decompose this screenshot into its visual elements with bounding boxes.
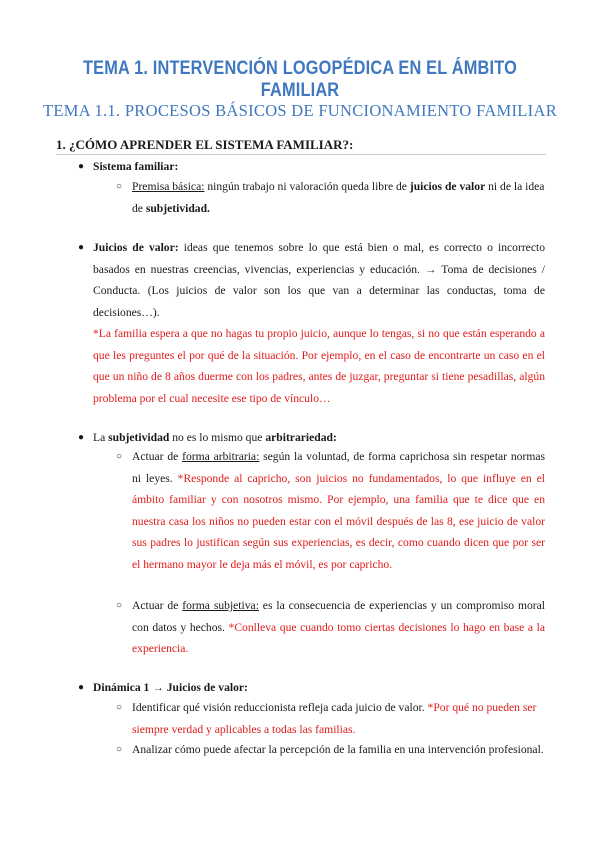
underlined-term: Premisa básica: bbox=[132, 180, 205, 193]
text-run: Actuar de bbox=[132, 599, 183, 612]
bullet-heading: Sistema familiar: bbox=[93, 160, 179, 173]
bold-term: juicios de valor bbox=[409, 180, 486, 193]
bold-term: subjetividad. bbox=[145, 201, 210, 215]
sub-bullet-forma-arbitraria bbox=[116, 446, 545, 575]
bullet-sistema-familiar bbox=[78, 156, 545, 178]
bold-term: subjetividad bbox=[108, 431, 170, 444]
sub-bullet-icon: ○ bbox=[116, 451, 123, 462]
sub-bullet-icon: ○ bbox=[116, 702, 123, 713]
underlined-term: forma subjetiva: bbox=[182, 599, 259, 612]
red-note: *Responde al capricho, son juicios no fundamentados, lo que influye en el ámbito familiar y con nosotros mismo. Por ejemplo, una familia que te dice que en nuestra casa los niños no pueden estar con el móvil después de las 8, ese juicio de valor sus padres lo justifican según sus experiencias, es decir, como cuando dicen que por ser el hermano mayor le deja más el móvil, es por capricho. bbox=[132, 471, 545, 571]
bullet-juicios-de-valor bbox=[78, 237, 545, 409]
sub-bullet-forma-subjetiva bbox=[116, 595, 545, 660]
bullet-icon: ● bbox=[78, 242, 85, 253]
section-heading: 1. ¿CÓMO APRENDER EL SISTEMA FAMILIAR?: bbox=[56, 137, 546, 155]
bullet-heading: Dinámica 1 → Juicios de valor: bbox=[93, 681, 248, 694]
red-note: *La familia espera a que no hagas tu propio juicio, aunque lo tengas, si no que están esperando a que les preguntes el por qué de la situación. Por ejemplo, en el caso de encontrarte un caso en el que un niño de 8 años duerme con los padres, antes de juzgar, preguntar si tiene pesadillas, algún problema por el cual necesite ese tipo de vínculo… bbox=[93, 327, 545, 405]
sub-bullet-identificar bbox=[116, 697, 545, 740]
text-run: no es lo mismo que bbox=[169, 431, 266, 444]
bullet-text: ideas que tenemos sobre lo que está bien o mal, es correcto o incorrecto basados en nuestras creencias, vivencias, experiencias y educación. → Toma de decisiones / Conducta. (Los juicios de valor son los que van a determinar las conductas, toma de decisiones…). bbox=[93, 241, 545, 319]
sub-bullet-icon: ○ bbox=[116, 744, 123, 755]
document-title: TEMA 1. INTERVENCIÓN LOGOPÉDICA EN EL ÁMBITO FAMILIAR bbox=[83, 58, 517, 101]
text-run: Analizar cómo puede afectar la percepción de la familia en una intervención profesional. bbox=[132, 743, 544, 756]
document-subtitle: TEMA 1.1. PROCESOS BÁSICOS DE FUNCIONAMIENTO FAMILIAR bbox=[42, 101, 557, 120]
text-run: ningún trabajo ni valoración queda libre de bbox=[204, 180, 410, 193]
bullet-icon: ● bbox=[78, 161, 85, 172]
text-run: ni de la idea de bbox=[132, 180, 545, 215]
bullet-dinamica-1 bbox=[78, 677, 545, 699]
sub-bullet-icon: ○ bbox=[116, 181, 123, 192]
sub-bullet-icon: ○ bbox=[116, 600, 123, 611]
text-run: La bbox=[93, 431, 109, 444]
sub-bullet-analizar bbox=[116, 739, 545, 761]
bold-term: arbitrariedad: bbox=[265, 431, 337, 444]
bullet-heading: Juicios de valor: bbox=[93, 241, 179, 254]
text-run: Actuar de bbox=[132, 450, 183, 463]
text-run: Identificar qué visión reduccionista refleja cada juicio de valor. bbox=[132, 701, 428, 714]
bullet-icon: ● bbox=[78, 682, 85, 693]
sub-bullet-premisa bbox=[116, 176, 545, 219]
bullet-icon: ● bbox=[78, 432, 85, 443]
red-note: *Conlleva que cuando tomo ciertas decisiones lo hago en base a la experiencia. bbox=[132, 620, 545, 655]
red-note: *Por qué no pueden ser siempre verdad y aplicables a todas las familias. bbox=[132, 701, 537, 736]
text-run: según la voluntad, de forma caprichosa sin respetar normas ni leyes. bbox=[132, 450, 545, 485]
underlined-term: forma arbitraria: bbox=[182, 450, 260, 463]
text-run: es la consecuencia de experiencias y un compromiso moral con datos y hechos. bbox=[132, 599, 545, 634]
